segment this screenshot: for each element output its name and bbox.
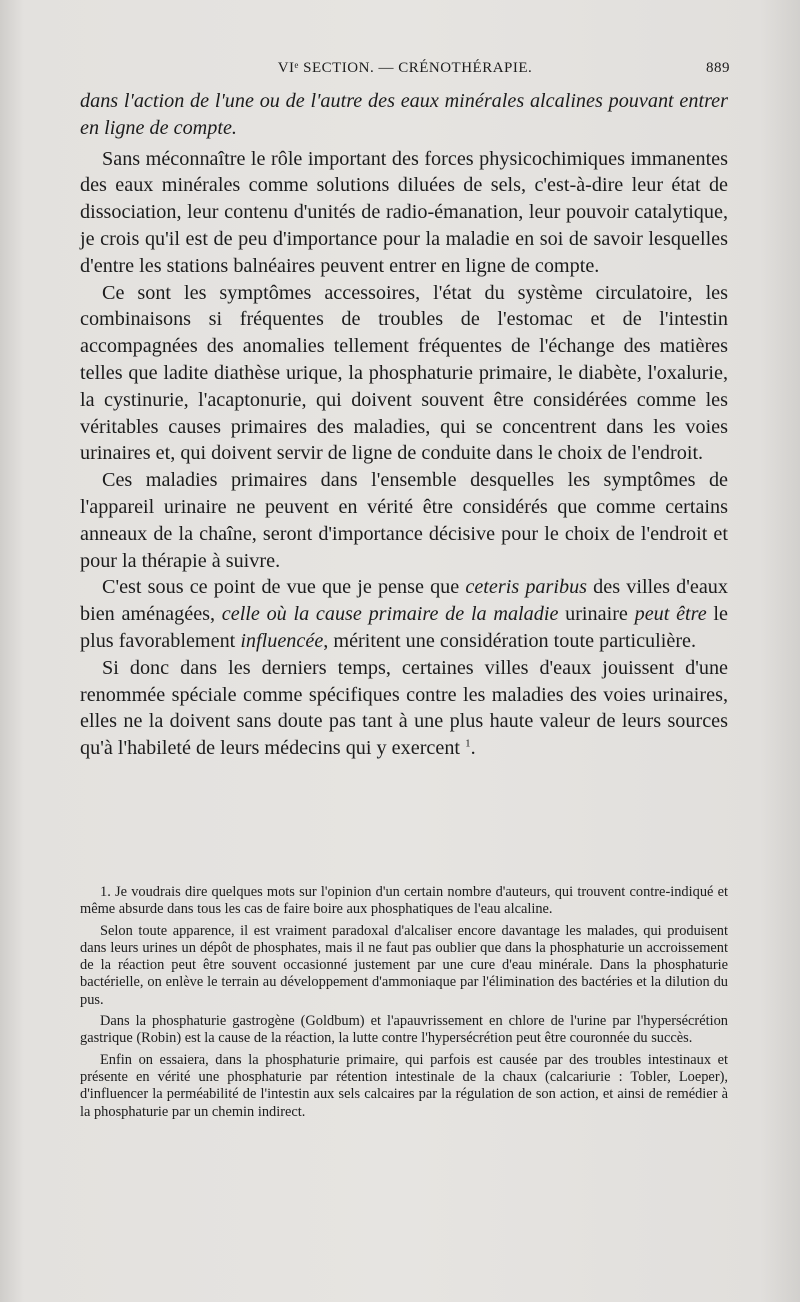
text-run: le plus favorablement	[80, 603, 728, 652]
paragraph	[80, 574, 728, 654]
footnote: Enfin on essaiera, dans la phosphaturie primaire, qui parfois est causée par des troubles intestinaux et présente en vérité une phosphaturie par rétention intestinale de la chaux (calcariurie : Tobler, Loeper), d'influencer la perméabilité de l'intestin aux sels calcaires par la régulation de son action, et ainsi de remédier à la phosphaturie par un chemin indirect.	[80, 1051, 728, 1120]
paragraph: Ces maladies primaires dans l'ensemble desquelles les symptômes de l'appareil urinaire ne peuvent en vérité être considérés que comme certains anneaux de la chaîne, seront d'importance décisive pour le choix de l'endroit et pour la thérapie à suivre.	[80, 469, 728, 572]
footnote-marker: 1	[465, 737, 471, 750]
text-run: C'est sous ce point de vue que je pense que	[102, 576, 466, 599]
paragraph-continued	[80, 88, 728, 142]
main-text	[80, 88, 728, 762]
footnote: Dans la phosphaturie gastrogène (Goldbum) et l'apauvrissement en chlore de l'urine par l'hypersécrétion gastrique (Robin) est la cause de la réaction, la lutte contre l'hypersécrétion peut être couronnée du succès.	[80, 1013, 728, 1047]
italic-run: celle où la cause primaire de la maladie	[221, 603, 559, 626]
text-run: , méritent une considération toute particulière.	[323, 629, 697, 652]
italic-run: influencée	[240, 629, 324, 652]
text-run: Si donc dans les derniers temps, certaines villes d'eaux jouissent d'une renommée spéciale comme spécifiques contre les maladies des voies urinaires, elles ne la doivent sans doute pas tant à une plus haute valeur de leurs sources qu'à l'habileté de leurs médecins qui y exercent	[80, 656, 728, 760]
text-run: .	[470, 737, 476, 760]
running-header	[80, 60, 730, 82]
italic-run: peut être	[634, 603, 707, 626]
paragraph: Ce sont les symptômes accessoires, l'état du système circulatoire, les combinaisons si fréquentes de troubles de l'estomac et de l'intestin accompagnées des anomalies tellement fréquentes de l'échange des matières telles que ladite diathèse urique, la phosphaturie primaire, le diabète, l'oxalurie, la cystinurie, l'acaptonurie, qui doivent souvent être considérées comme les véritables causes primaires des maladies, qui se concentrent dans les voies urinaires et, qui doivent servir de ligne de conduite dans le choix de l'endroit.	[80, 281, 728, 465]
text-run: urinaire	[558, 603, 635, 626]
paragraph	[80, 655, 728, 762]
footnotes	[80, 884, 728, 1125]
footnote: 1. Je voudrais dire quelques mots sur l'opinion d'un certain nombre d'auteurs, qui trouvent contre-indiqué et même absurde dans tous les cas de faire boire aux phosphatiques de l'eau alcaline.	[80, 884, 728, 918]
italic-run: ceteris paribus	[465, 576, 588, 599]
text-run: des villes d'eaux bien aménagées,	[80, 576, 728, 626]
section-title: VIᵉ SECTION. — CRÉNOTHÉRAPIE.	[277, 60, 533, 76]
page-number: 889	[706, 60, 730, 76]
footnote: Selon toute apparence, il est vraiment paradoxal d'alcaliser encore davantage les malades, qui produisent dans leurs urines un dépôt de phosphates, mais il ne faut pas oublier que dans la phosphaturie un accroissement de la réaction peut être souvent occasionné justement par une cure d'eau minérale. Dans la phosphaturie bactérielle, on enlève le terrain au développement d'ammoniaque par l'élimination des bactéries et la dilution du pus.	[80, 922, 728, 1008]
paragraph: Sans méconnaître le rôle important des forces physicochimiques immanentes des eaux minérales comme solutions diluées de sels, c'est-à-dire leur état de dissociation, leur contenu d'unités de radio-émanation, leur pouvoir catalytique, je crois qu'il est de peu d'importance pour la maladie en soi de savoir lesquelles d'entre les stations balnéaires peuvent entrer en ligne de compte.	[80, 147, 728, 277]
italic-continuation: dans l'action de l'une ou de l'autre des eaux minérales alcalines pouvant entrer en ligne de compte.	[80, 90, 728, 139]
